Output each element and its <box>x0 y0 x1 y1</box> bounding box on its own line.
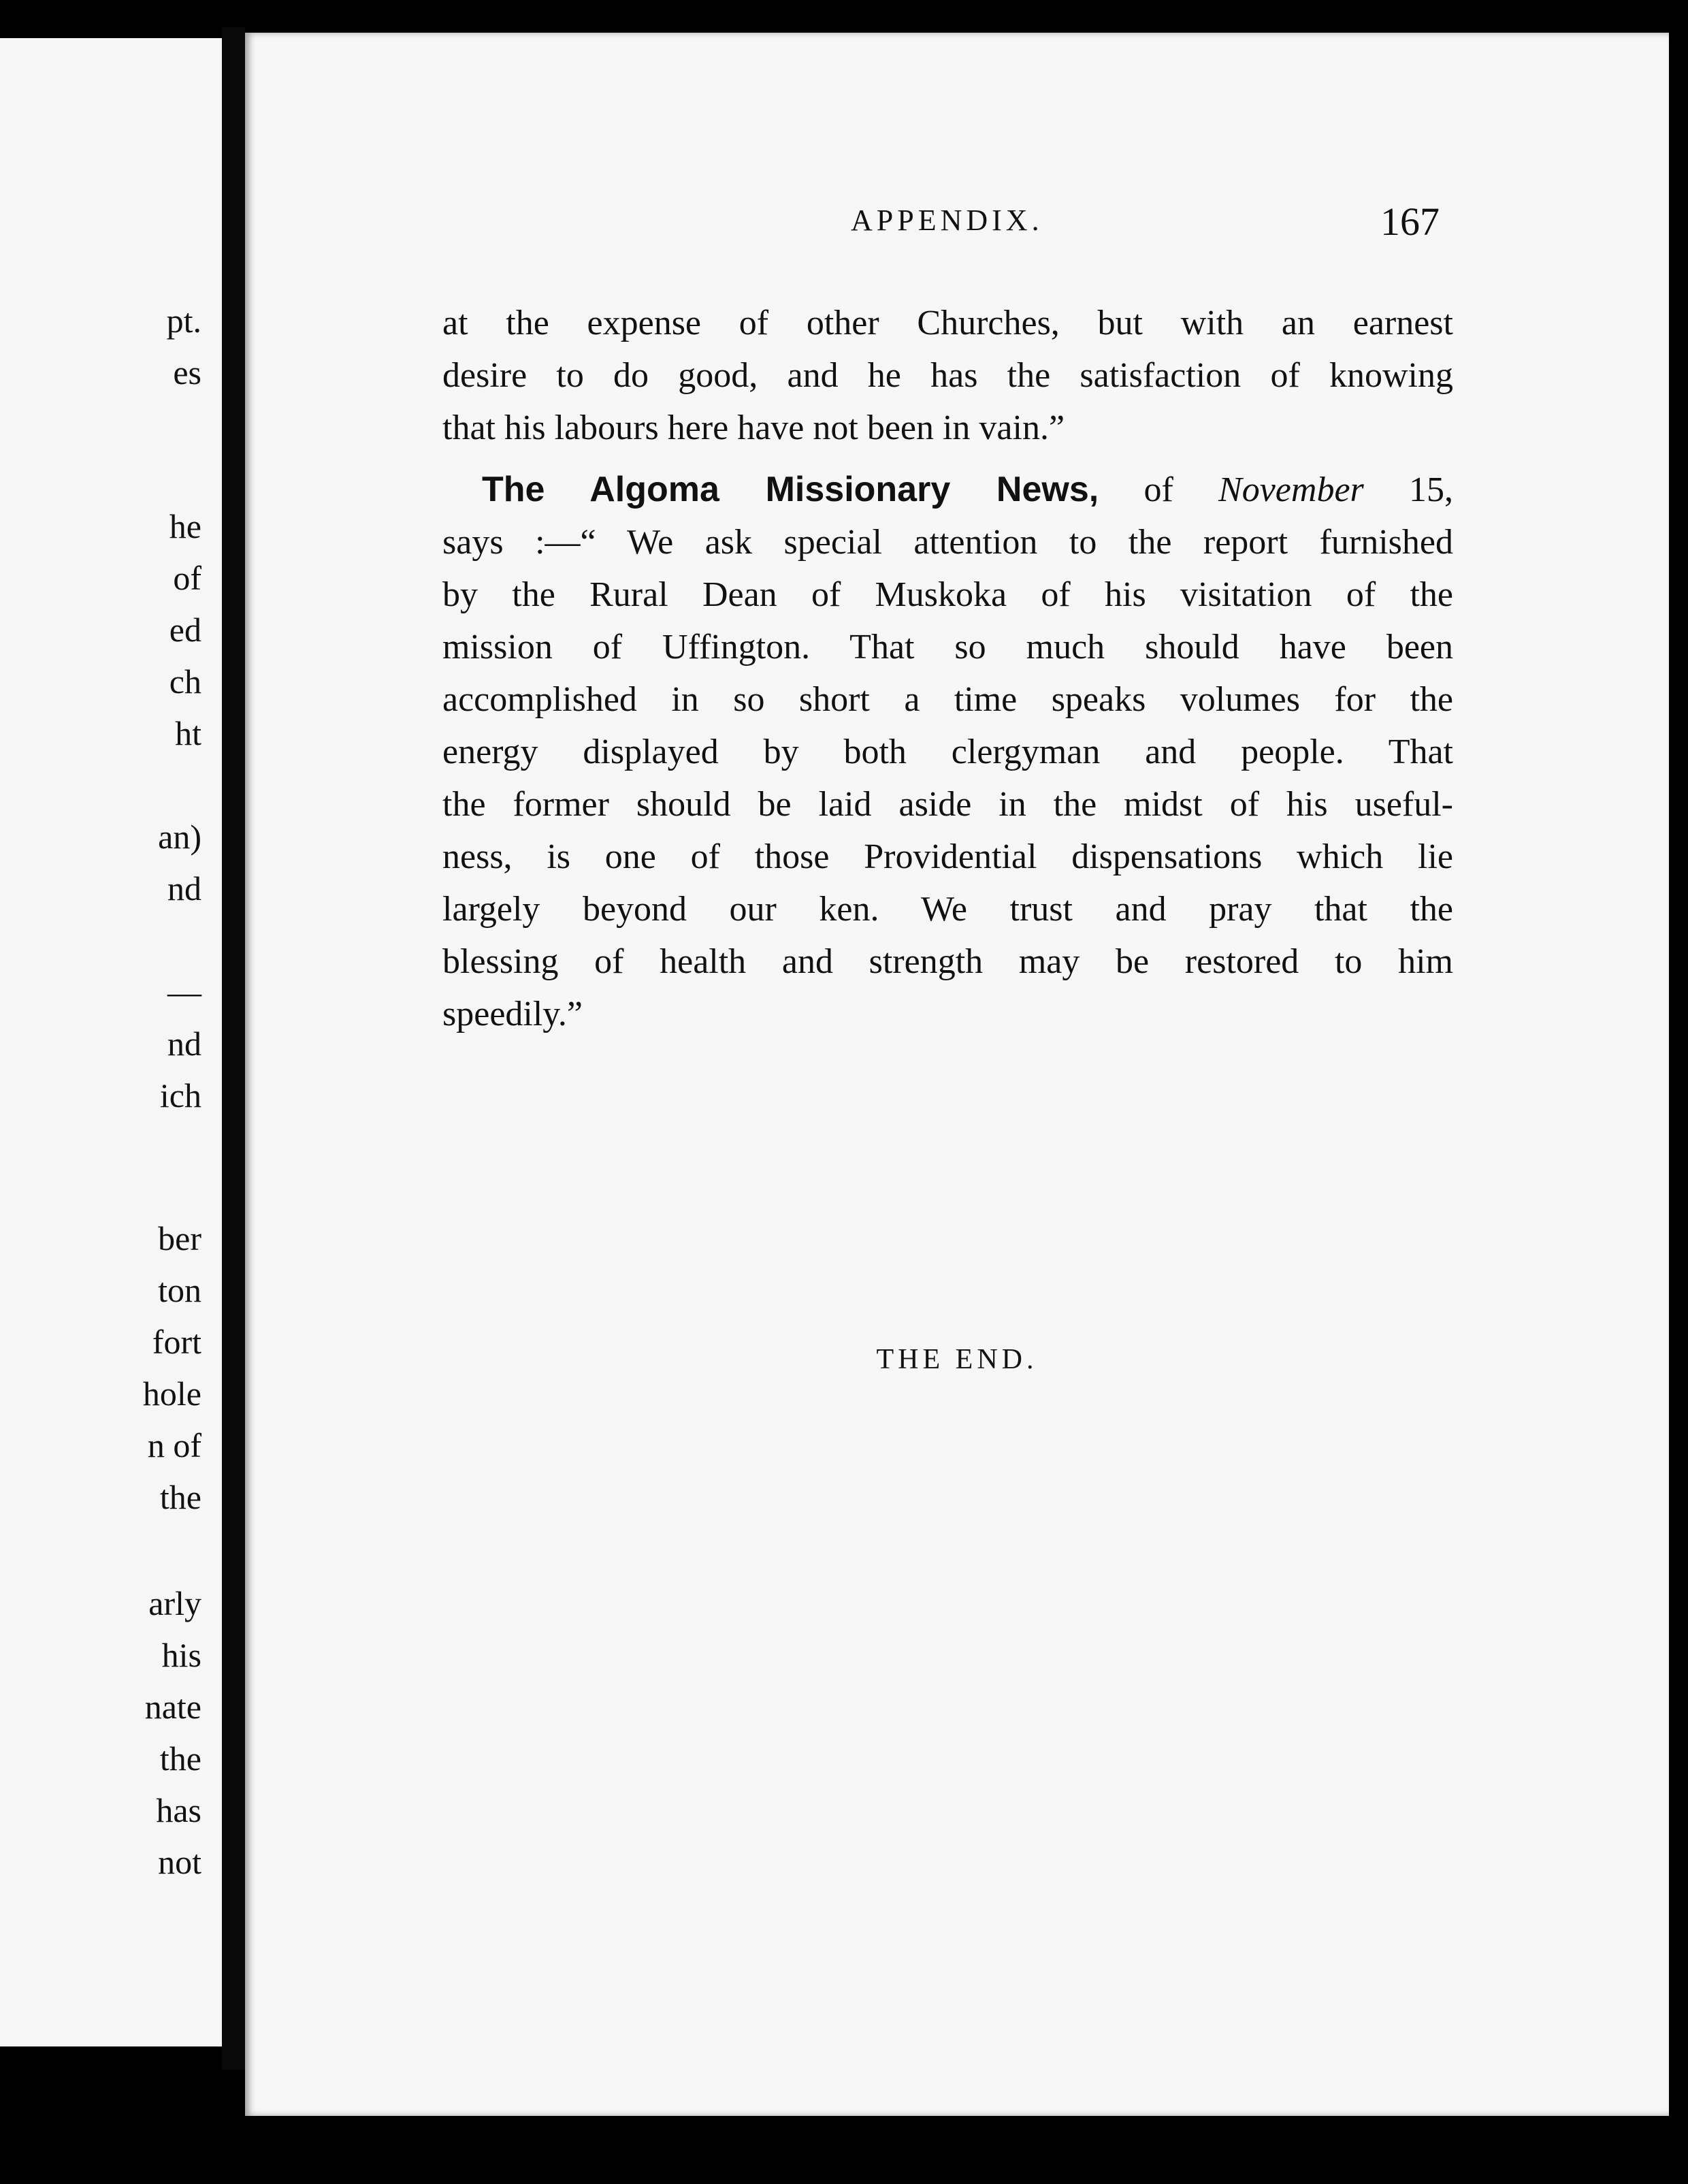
text-line: the former should be laid aside in the midst of his useful- <box>442 785 1453 824</box>
left-line: not <box>158 1843 201 1881</box>
left-line: of <box>173 559 201 597</box>
current-page <box>245 33 1669 2116</box>
left-line: ed <box>169 611 201 649</box>
previous-page-fragment <box>0 38 222 2046</box>
text-line: by the Rural Dean of Muskoka of his visitation of the <box>442 575 1453 614</box>
left-line: ton <box>158 1271 201 1309</box>
text-line: desire to do good, and he has the satisfaction of knowing <box>442 356 1453 395</box>
left-line: ht <box>175 714 201 752</box>
left-line: ich <box>159 1076 201 1114</box>
book-gutter <box>222 27 245 2070</box>
text-line: largely beyond our ken. We trust and pray that the <box>442 890 1453 929</box>
text-line: that his labours here have not been in vain.” <box>442 408 1065 447</box>
text-line: speedily.” <box>442 995 583 1033</box>
text-line-opening <box>442 464 1453 516</box>
text-line: says :—“ We ask special attention to the report furnished <box>442 523 1453 562</box>
text-line: ness, is one of those Providential dispensations which lie <box>442 837 1453 876</box>
previous-page-text <box>0 38 222 2046</box>
text-line: energy displayed by both clergyman and people. That <box>442 733 1453 771</box>
left-line: nd <box>167 1025 201 1063</box>
date-day: 15, <box>1409 470 1454 509</box>
date-month: November <box>1218 470 1364 509</box>
left-line: the <box>159 1478 201 1516</box>
running-head <box>245 199 1669 257</box>
left-line: nd <box>167 869 201 908</box>
text-line: at the expense of other Churches, but with an earnest <box>442 304 1453 342</box>
left-line: fort <box>152 1323 201 1361</box>
left-line: ber <box>158 1219 201 1257</box>
left-line: has <box>156 1791 201 1829</box>
newspaper-title: The Algoma Missionary News, <box>482 470 1099 509</box>
left-line: his <box>161 1636 201 1674</box>
left-line: hole <box>142 1375 201 1413</box>
left-line: arly <box>148 1584 201 1622</box>
left-line: ch <box>169 662 201 701</box>
paragraph-1 <box>442 297 1453 454</box>
body-text <box>442 297 1453 1040</box>
left-line: es <box>173 353 201 391</box>
left-line: the <box>159 1739 201 1778</box>
left-line: pt. <box>166 302 201 340</box>
text-line: mission of Uffington. That so much should have been <box>442 628 1453 667</box>
left-line: n of <box>147 1426 201 1464</box>
running-head-title: APPENDIX. <box>851 204 1043 237</box>
left-line: — <box>167 973 201 1011</box>
of-word: of <box>1143 470 1173 509</box>
left-line: an) <box>158 818 201 856</box>
paragraph-2 <box>442 464 1453 1040</box>
text-line: accomplished in so short a time speaks volumes for the <box>442 680 1453 719</box>
left-line: nate <box>144 1688 201 1726</box>
the-end: THE END. <box>876 1344 1038 1375</box>
page-number: 167 <box>1380 199 1440 244</box>
left-line: he <box>169 507 201 545</box>
text-line: blessing of health and strength may be restored to him <box>442 942 1453 981</box>
